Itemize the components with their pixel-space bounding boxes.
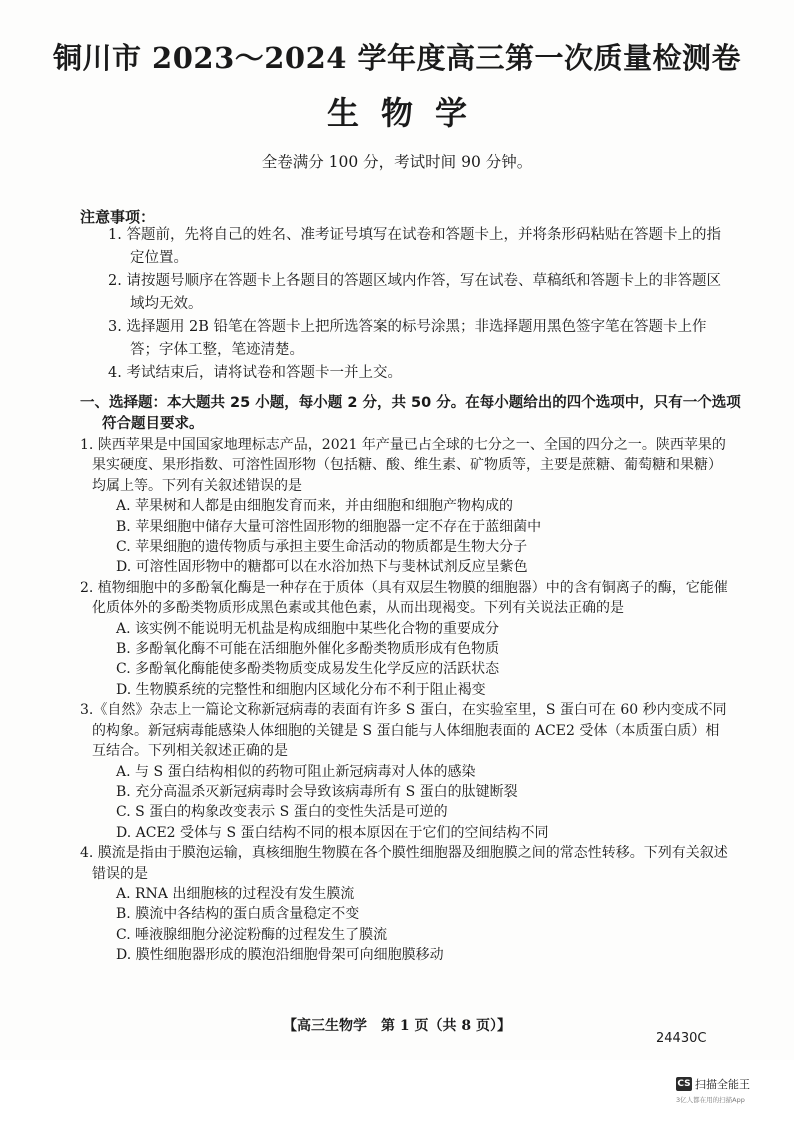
exam-title: 铜川市 2023～2024 学年度高三第一次质量检测卷 — [52, 41, 742, 75]
option-c: C. 唾液腺细胞分泌淀粉酶的过程发生了膜流 — [116, 926, 388, 943]
option-a: A. 该实例不能说明无机盐是构成细胞中某些化合物的重要成分 — [116, 620, 500, 637]
question-list — [80, 435, 730, 966]
scanner-watermark — [676, 1073, 750, 1104]
exam-code: 24430C — [656, 1031, 707, 1046]
option-c: C. 苹果细胞的遗传物质与承担主要生命活动的物质都是生物大分子 — [116, 539, 528, 556]
question-4 — [80, 843, 730, 965]
score-info: 全卷满分 100 分，考试时间 90 分钟。 — [261, 153, 533, 171]
subject-title: 生物学 — [326, 94, 489, 132]
question-2 — [80, 578, 730, 700]
question-1 — [80, 435, 730, 578]
option-b: B. 苹果细胞中储存大量可溶性固形物的细胞器一定不存在于蓝细菌中 — [116, 518, 542, 535]
option-b: B. 充分高温杀灭新冠病毒时会导致该病毒所有 S 蛋白的肽键断裂 — [116, 783, 518, 800]
option-d: D. 生物膜系统的完整性和细胞内区域化分布不利于阻止褐变 — [116, 681, 486, 698]
option-a: A. 与 S 蛋白结构相似的药物可阻止新冠病毒对人体的感染 — [116, 763, 476, 780]
section-heading: 一、选择题：本大题共 25 小题，每小题 2 分，共 50 分。在每小题给出的四个选项中，只有一个选项符合题目要求。 — [80, 395, 741, 432]
notice-list — [90, 224, 730, 385]
option-b: B. 膜流中各结构的蛋白质含量稳定不变 — [116, 906, 360, 923]
option-c: C. S 蛋白的构象改变表示 S 蛋白的变性失活是可逆的 — [116, 804, 448, 821]
question-3 — [80, 700, 730, 843]
brand-name: 扫描全能王 — [695, 1077, 750, 1091]
notice-heading: 注意事项： — [80, 208, 156, 226]
notice-item: 4. 考试结束后，请将试卷和答题卡一并上交。 — [108, 365, 402, 381]
question-stem: 2. 植物细胞中的多酚氧化酶是一种存在于质体（具有双层生物膜的细胞器）中的含有铜离子的酶，它能催化质体外的多酚类物质形成黑色素或其他色素，从而出现褐变。下列有关说法正确的是 — [80, 579, 728, 617]
option-a: A. 苹果树和人都是由细胞发育而来，并由细胞和细胞产物构成的 — [116, 498, 514, 515]
brand-tagline: 3亿人都在用的扫描App — [676, 1096, 745, 1104]
notice-item: 3. 选择题用 2B 铅笔在答题卡上把所选答案的标号涂黑；非选择题用黑色签字笔在答题卡上作答；字体工整，笔迹清楚。 — [108, 319, 707, 358]
notice-item: 2. 请按题号顺序在答题卡上各题目的答题区域内作答，写在试卷、草稿纸和答题卡上的非答题区域均无效。 — [108, 273, 721, 312]
option-d: D. 膜性细胞器形成的膜泡沿细胞骨架可向细胞膜移动 — [116, 947, 444, 964]
option-d: D. ACE2 受体与 S 蛋白结构不同的根本原因在于它们的空间结构不同 — [116, 824, 549, 841]
option-d: D. 可溶性固形物中的糖都可以在水浴加热下与斐林试剂反应呈紫色 — [116, 559, 528, 576]
question-stem: 4. 膜流是指由于膜泡运输，真核细胞生物膜在各个膜性细胞器及细胞膜之间的常态性转移。下列有关叙述错误的是 — [80, 845, 728, 882]
question-stem: 3.《自然》杂志上一篇论文称新冠病毒的表面有许多 S 蛋白，在实验室里，S 蛋白可在 60 秒内变成不同的构象。新冠病毒能感染人体细胞的关键是 S 蛋白能与人体细胞表面的 ACE2 受体（本质蛋白质）相互结合。下列相关叙述正确的是 — [80, 702, 727, 760]
notice-item: 1. 答题前，先将自己的姓名、准考证号填写在试卷和答题卡上，并将条形码粘贴在答题卡上的指定位置。 — [108, 227, 721, 266]
camscanner-logo-icon: CS — [677, 1078, 691, 1089]
option-c: C. 多酚氧化酶能使多酚类物质变成易发生化学反应的活跃状态 — [116, 661, 500, 678]
page-footer: 【高三生物学 第 1 页（共 8 页）】 — [283, 1018, 511, 1034]
question-stem: 1. 陕西苹果是中国国家地理标志产品，2021 年产量已占全球的七分之一、全国的四分之一。陕西苹果的果实硬度、果形指数、可溶性固形物（包括糖、酸、维生素、矿物质等，主要是蔗糖、葡萄糖和果糖）均属上等。下列有关叙述错误的是 — [80, 437, 726, 494]
option-b: B. 多酚氧化酶不可能在活细胞外催化多酚类物质形成有色物质 — [116, 641, 500, 658]
option-a: A. RNA 出细胞核的过程没有发生膜流 — [116, 885, 355, 902]
